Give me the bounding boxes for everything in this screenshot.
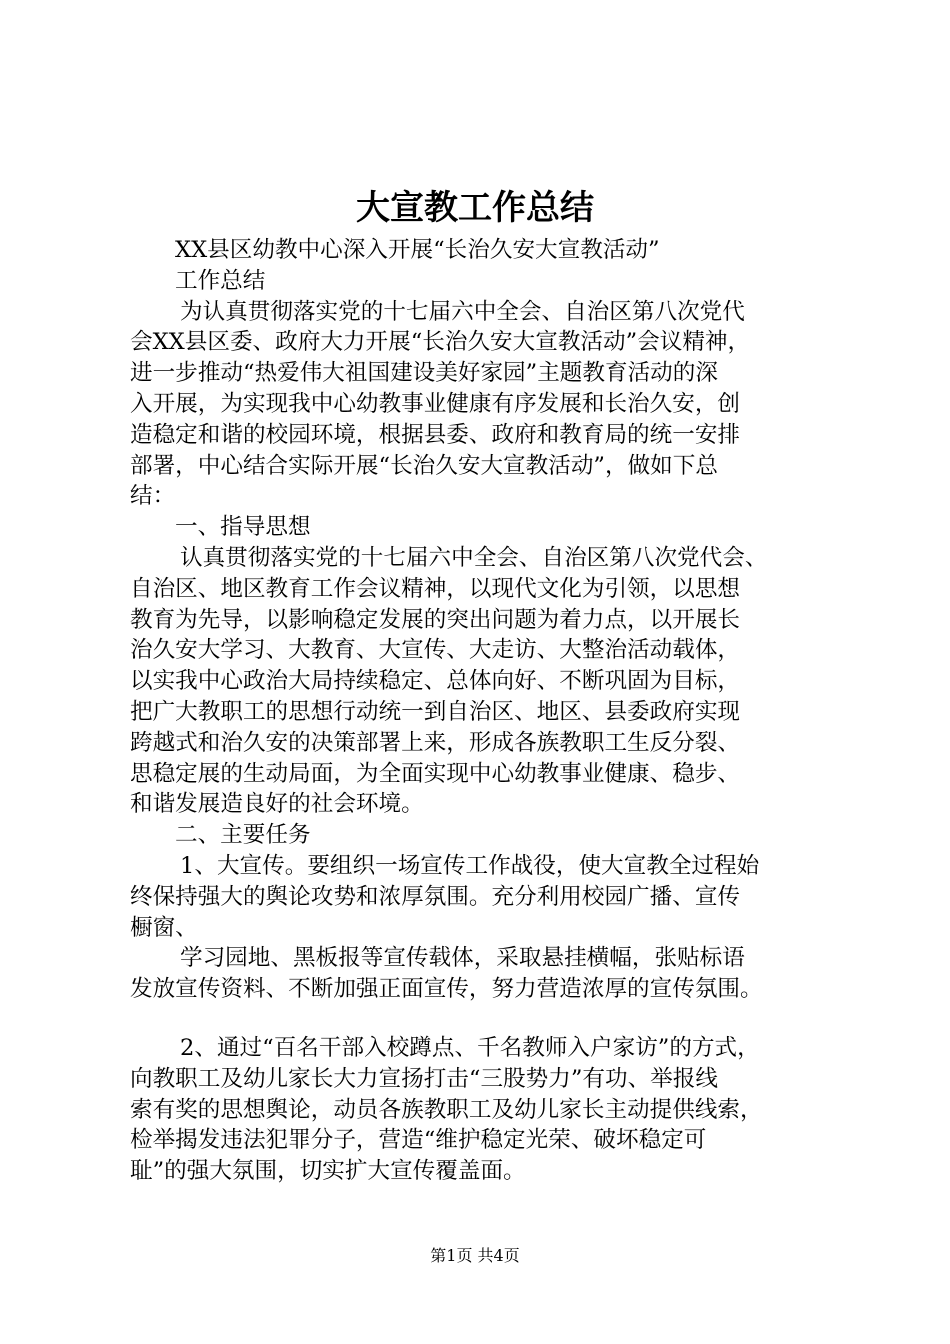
paragraph-line: 2、通过“百名干部入校蹲点、千名教师入户家访”的方式， [180,1034,760,1061]
paragraph-line: 和谐发展造良好的社会环境。 [130,791,424,818]
paragraph-line: 橱窗、 [130,914,198,941]
document-title: 大宣教工作总结 [356,188,594,228]
paragraph-line: 为认真贯彻落实党的十七届六中全会、自治区第八次党代 [180,298,745,325]
paragraph-line: 入开展，为实现我中心幼教事业健康有序发展和长治久安，创 [130,390,741,417]
paragraph-line: 索有奖的思想舆论，动员各族教职工及幼儿家长主动提供线索， [130,1096,763,1123]
paragraph-line: 进一步推动“热爱伟大祖国建设美好家园”主题教育活动的深 [130,360,718,387]
paragraph-line: 学习园地、黑板报等宣传载体，采取悬挂横幅，张贴标语 [180,945,745,972]
paragraph-line: 以实我中心政治大局持续稳定、总体向好、不断巩固为目标， [130,668,741,695]
paragraph-line: 治久安大学习、大教育、大宣传、大走访、大整治活动载体， [130,637,741,664]
paragraph-spacer [130,1005,830,1033]
paragraph-line: 耻”的强大氛围，切实扩大宣传覆盖面。 [130,1158,526,1185]
page-number-footer: 第1页 共4页 [430,1246,520,1265]
paragraph-line: 思稳定展的生动局面，为全面实现中心幼教事业健康、稳步、 [130,760,741,787]
paragraph-line: 把广大教职工的思想行动统一到自治区、地区、县委政府实现 [130,698,741,725]
subtitle-line: 工作总结 [175,267,266,294]
paragraph-line: 自治区、地区教育工作会议精神，以现代文化为引领，以思想 [130,575,741,602]
paragraph-line: 向教职工及幼儿家长大力宣扬打击“三股势力”有功、举报线 [130,1065,718,1092]
paragraph-line: 会XX县区委、政府大力开展“长治久安大宣教活动”会议精神， [130,329,751,356]
section-heading: 一、指导思想 [175,514,311,541]
paragraph-line: 终保持强大的舆论攻势和浓厚氛围。充分利用校园广播、宣传 [130,883,741,910]
paragraph-line: 造稳定和谐的校园环境，根据县委、政府和教育局的统一安排 [130,421,741,448]
document-body [130,235,830,1187]
paragraph-line: 部署，中心结合实际开展“长治久安大宣教活动”，做如下总 [130,452,718,479]
subtitle-line: XX县区幼教中心深入开展“长治久安大宣教活动” [175,237,660,263]
paragraph-line: 结： [130,483,176,510]
paragraph-line: 认真贯彻落实党的十七届六中全会、自治区第八次党代会、 [180,544,768,571]
paragraph-line: 教育为先导，以影响稳定发展的突出问题为着力点，以开展长 [130,606,741,633]
paragraph-line: 检举揭发违法犯罪分子，营造“维护稳定光荣、破坏稳定可 [130,1127,707,1154]
paragraph-line: 1、大宣传。要组织一场宣传工作战役，使大宣教全过程始 [180,852,760,879]
paragraph-line: 跨越式和治久安的决策部署上来，形成各族教职工生反分裂、 [130,729,741,756]
section-heading: 二、主要任务 [175,822,311,849]
paragraph-line: 发放宣传资料、不断加强正面宣传，努力营造浓厚的宣传氛围。 [130,976,763,1003]
